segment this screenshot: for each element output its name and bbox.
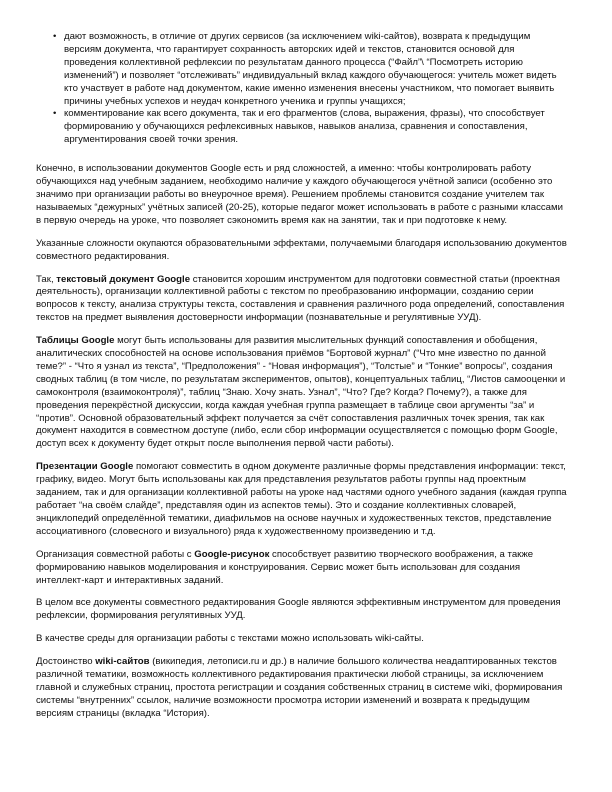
paragraph-summary: В целом все документы совместного редактирования Google являются эффективным инструментом для проведения рефлексии, формирования регулятивных УУД. [36,597,561,622]
bullet-text: дают возможность, в отличие от других сервисов (за исключением wiki-сайтов), возврата к предыдущим версиям документа, что гарантирует сохранность авторских идей и текстов, становится основой для проведения коллективной рефлексии по результатам данного процесса (“Файл”\ “Посмотреть историю изменений”) и позволяет “отслеживать” индивидуальный вклад каждого обучающегося: учитель может видеть кто участвует в работе над документом, какие именно изменения внесены участником, что помогает выявить причины учебных успехов и неудач конкретного ученика и группы учащихся; [64,31,557,107]
bullet-list [36,31,568,147]
bullet-icon: • [53,31,57,42]
bullet-icon: • [53,108,57,120]
bullet-item [36,31,568,108]
paragraph-effects: Указанные сложности окупаются образовательными эффектами, получаемыми благодаря использованию документов совместного редактирования. [36,237,567,262]
term-google-sheets: Таблицы Google [36,335,115,347]
term-google-slides: Презентации Google [36,461,134,473]
paragraph-google-drawings: Организация совместной работы с Google-рисунок способствует развитию творческого воображения, а также формированию навыков моделирования и конструирования. Сервис может быть использован для создания интеллект-карт и интерактивных заданий. [36,548,534,586]
term-google-drawings: Google-рисунок [194,548,270,560]
paragraph-google-slides: Презентации Google помогают совместить в одном документе различные формы представления информации: текст, графику, видео. Могут быть использованы как для представления результатов работы группы над проектным заданием, так и для организации коллективной работы на уроке над частями одного учебного задания (каждая группа работает “на своём слайде”, представляя один из аспектов темы). Это и создание коллективных словарей, энциклопедий определённой тематики, диафильмов на основе научных и художественных текстов, представление ассоциативного (словесного и визуального) ряда к художественному произведению и т.д. [36,461,567,537]
paragraph-google-sheets: Таблицы Google могут быть использованы для развития мыслительных функций сопоставления и обобщения, аналитических способностей на основе использования приёмов “Бортовой журнал” (“Что мне известно по данной теме?” - “Что я узнал из текста”, “Предположения” - “Новая информация”), “Толстые” и “Тонкие” вопросы”, создания сводных таблиц (в том числе, по результатам экспериментов, опытов), концептуальных таблиц, “Листов самооценки и самоконтроля (взаимоконтроля)”, таблиц “Знаю. Хочу знать. Узнал”, “Что? Где? Когда? Почему?), а также для проведения перекрёстной дискуссии, когда каждая учебная группа размещает в таблице свои аргументы “за” и “против”. Основной образовательный эффект получается за счёт сопоставления различных точек зрения, так как документ находится в совместном доступе (либо, если сбор информации осуществляется с помощью форм Google, доступ всех к документу будет открыт после выполнения первой части работы). [36,335,566,450]
paragraph-difficulties: Конечно, в использовании документов Google есть и ряд сложностей, а именно: чтобы контролировать работу обучающихся над учебным заданием, необходимо наличие у каждого обучающегося учётной записи (особенно это значимо при организации работы во внеурочное время). Решением проблемы становится создание учителем так называемых “дежурных” учётных записей (20-25), которые педагог может использовать в работе с разными классами в первую очередь на уроке, что позволяет сэкономить время как на занятии, так и при подготовке к нему. [36,163,563,226]
bullet-item [36,108,568,147]
term-wiki-sites: wiki-сайтов [95,656,150,668]
paragraph-wiki-advantages: Достоинство wiki-сайтов (википедия, летописи.ru и др.) в наличие большого количества неадаптированных текстов различной тематики, возможность коллективного редактирования практически любой страницы, за исключением главной и служебных страниц, простота регистрации и создания собственных страниц в системе wiki, формирования системы “внутренних” ссылок, наличие возможности просмотра истории изменений и возврата к предыдущим версиям страницы (вкладка “История). [36,656,563,719]
paragraph-google-docs: Так, текстовый документ Google становится хорошим инструментом для подготовки совместной статьи (проектная деятельность), организации коллективной работы с текстом по преобразованию информации, созданию серии вопросов к тексту, анализа структуры текста, составления и сравнения различного рода определений, сопоставления текстов на предмет выявления достоверности информации (познавательные и регулятивные УУД). [36,273,565,324]
term-google-docs: текстовый документ Google [56,273,191,285]
paragraph-wiki-intro: В качестве среды для организации работы с текстами можно использовать wiki-сайты. [36,633,424,645]
bullet-text: комментирование как всего документа, так и его фрагментов (слова, выражения, фразы), что способствует формированию у обучающихся рефлексивных навыков, навыков анализа, сравнения и сопоставления, аргументирования своей точки зрения. [64,108,545,146]
